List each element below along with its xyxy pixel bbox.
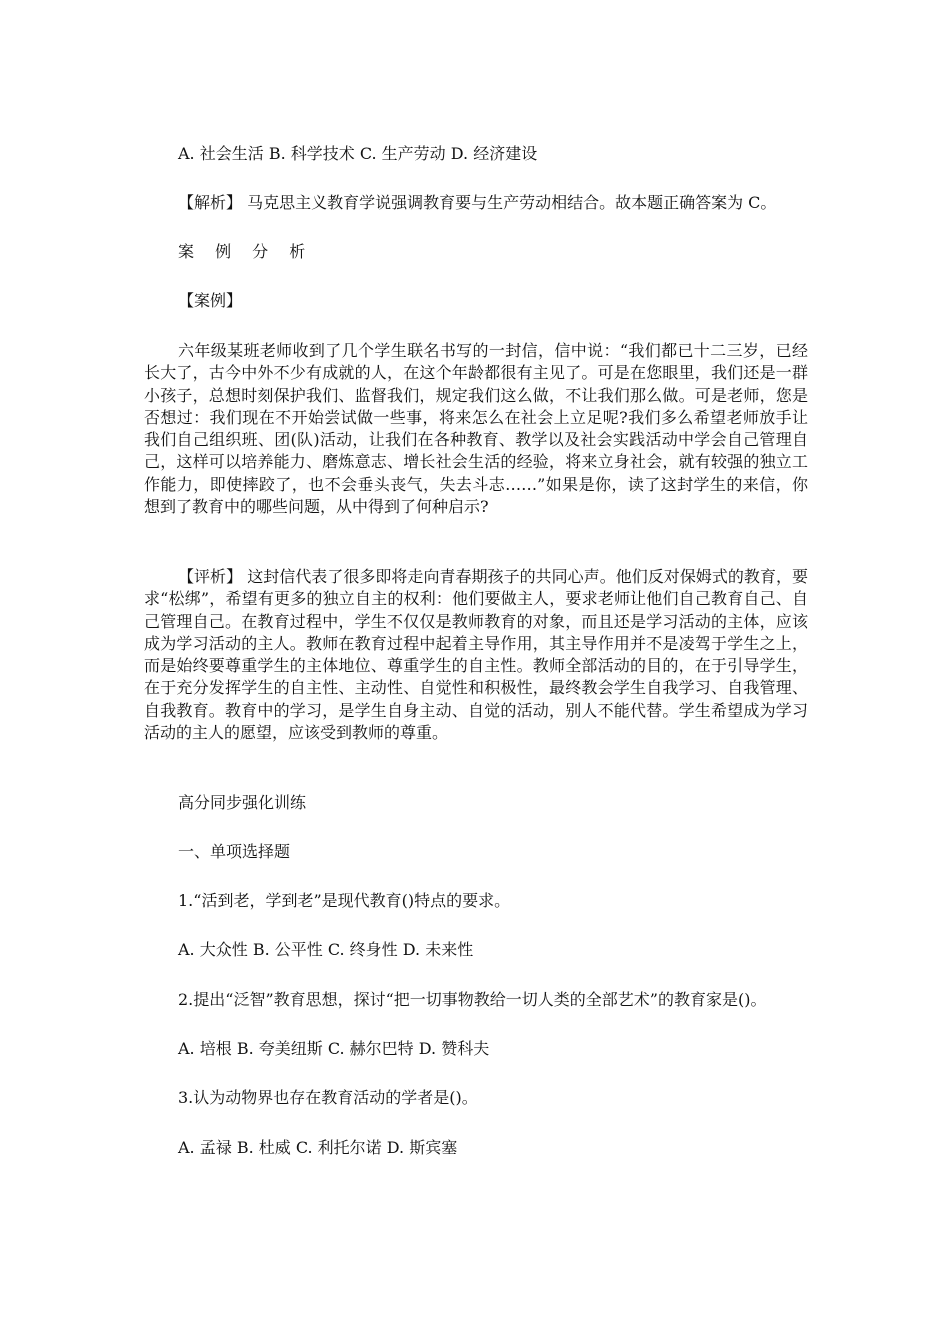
question-1-options: A. 大众性 B. 公平性 C. 终身性 D. 未来性 [178,940,474,959]
question-3-options: A. 孟禄 B. 杜威 C. 利托尔诺 D. 斯宾塞 [178,1138,458,1157]
comment-paragraph: 【评析】 这封信代表了很多即将走向青春期孩子的共同心声。他们反对保姆式的教育，要求“松绑”，希望有更多的独立自主的权利：他们要做主人，要求老师让他们自己教育自己、自己管理自己。在教育过程中，学生不仅仅是教师教育的对象，而且还是学习活动的主体，应该成为学习活动的主人。教师在教育过程中起着主导作用，其主导作用并不是凌驾于学生之上，而是始终要尊重学生的主体地位、尊重学生的自主性。教师全部活动的目的，在于引导学生，在于充分发挥学生的自主性、主动性、自觉性和积极性，最终教会学生自我学习、自我管理、自我教育。教育中的学习，是学生自身主动、自觉的活动，别人不能代替。学生希望成为学习活动的主人的愿望，应该受到教师的尊重。 [144,567,808,743]
analysis-paragraph: 【解析】 马克思主义教育学说强调教育要与生产劳动相结合。故本题正确答案为 C。 [178,193,777,212]
question-1: 1.“活到老，学到老”是现代教育()特点的要求。 [178,891,511,910]
question-3: 3.认为动物界也存在教育活动的学者是()。 [178,1088,478,1107]
question-2-options: A. 培根 B. 夸美纽斯 C. 赫尔巴特 D. 赞科夫 [178,1039,490,1058]
case-label: 【案例】 [178,291,243,310]
section-heading-single-choice: 一、单项选择题 [178,842,291,861]
training-title: 高分同步强化训练 [178,793,307,812]
case-section-title: 案 例 分 析 [178,242,314,261]
question-2: 2.提出“泛智”教育思想，探讨“把一切事物教给一切人类的全部艺术”的教育家是()。 [178,990,767,1009]
case-text-paragraph: 六年级某班老师收到了几个学生联名书写的一封信，信中说：“我们都已十二三岁，已经长大了，古今中外不少有成就的人，在这个年龄都很有主见了。可是在您眼里，我们还是一群小孩子，总想时刻保护我们、监督我们，规定我们这么做，不让我们那么做。可是老师，您是否想过：我们现在不开始尝试做一些事，将来怎么在社会上立足呢?我们多么希望老师放手让我们自己组织班、团(队)活动，让我们在各种教育、教学以及社会实践活动中学会自己管理自己，这样可以培养能力、磨炼意志、增长社会生活的经验，将来立身社会，就有较强的独立工作能力，即使摔跤了，也不会垂头丧气，失去斗志……”如果是你，读了这封学生的来信，你想到了教育中的哪些问题，从中得到了何种启示? [144,341,808,517]
previous-question-options: A. 社会生活 B. 科学技术 C. 生产劳动 D. 经济建设 [178,144,538,163]
